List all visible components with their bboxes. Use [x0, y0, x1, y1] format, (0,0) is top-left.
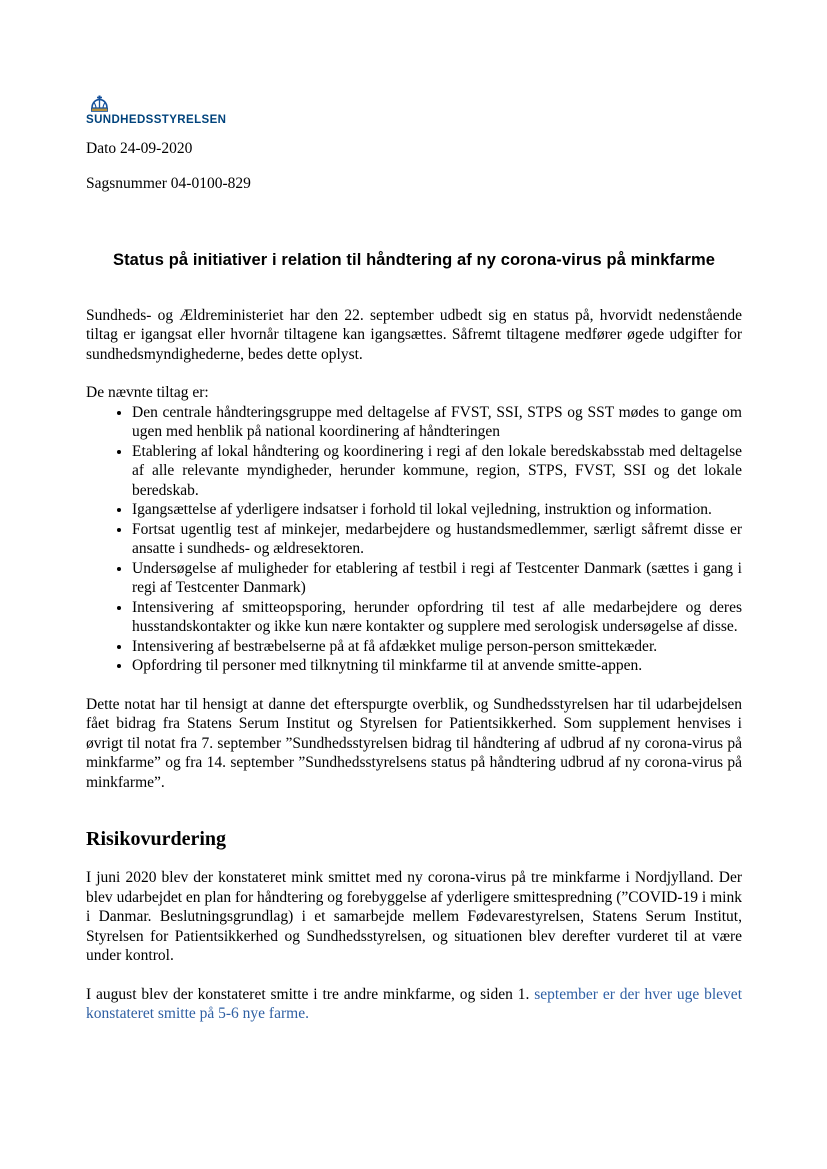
list-item: • Opfordring til personer med tilknytning til minkfarme til at anvende smitte-appen.	[132, 656, 742, 676]
risk-paragraph-2-tracked-change: september er der hver uge blevet konstateret smitte på 5-6 nye farme.	[86, 985, 742, 1022]
section-heading: Risikovurdering	[86, 828, 227, 850]
risk-paragraph-1: I juni 2020 blev der konstateret mink smittet med ny corona-virus på tre minkfarme i Nordjylland. Der blev udarbejdet en plan for håndtering og forebyggelse af yderligere smittespredning (”COVID-19 i mink i Danmar. Beslutningsgrundlag) i et samarbejde mellem Fødevarestyrelsen, Statens Serum Institut, Styrelsen for Patientsikkerhed og Sundhedsstyrelsen, og situationen blev derefter vurderet til at være under kontrol.	[86, 869, 742, 964]
list-item: • Etablering af lokal håndtering og koordinering i regi af den lokale beredskabsstab med deltagelse af alle relevante myndigheder, herunder kommune, region, STPS, FVST, SSI og det lokale beredskab.	[132, 442, 742, 501]
org-name: SUNDHEDSSTYRELSEN	[86, 114, 227, 126]
risk-paragraph-2-text: I august blev der konstateret smitte i tre andre minkfarme, og siden 1.	[86, 985, 535, 1003]
document-title: Status på initiativer i relation til håndtering af ny corona-virus på minkfarme	[112, 250, 716, 269]
list-item: • Den centrale håndteringsgruppe med deltagelse af FVST, SSI, STPS og SST mødes to gange om ugen med henblik på national koordinering af håndteringen	[132, 403, 742, 442]
list-item: • Igangsættelse af yderligere indsatser i forhold til lokal vejledning, instruktion og information.	[132, 500, 742, 520]
case-number-line: Sagsnummer 04-0100-829	[86, 174, 251, 192]
sundhedsstyrelsen-logo	[86, 95, 742, 127]
closing-paragraph: Dette notat har til hensigt at danne det efterspurgte overblik, og Sundhedsstyrelsen har til udarbejdelsen fået bidrag fra Statens Serum Institut og Styrelsen for Patientsikkerhed. Som supplement henvises i øvrigt til notat fra 7. september ”Sundhedsstyrelsen bidrag til håndtering af udbrud af ny corona-virus på minkfarme” og fra 14. september ”Sundhedsstyrelsens status på håndtering udbrud af ny corona-virus på minkfarme”.	[86, 695, 742, 791]
list-item: • Intensivering af smitteopsporing, herunder opfordring til test af alle medarbejdere og deres husstandskontakter og ikke kun nære kontakter og supplere med serologisk undersøgelse af disse.	[132, 598, 742, 637]
list-item: • Undersøgelse af muligheder for etablering af testbil i regi af Testcenter Danmark (sættes i gang i regi af Testcenter Danmark)	[132, 559, 742, 598]
date-line: Dato 24-09-2020	[86, 139, 193, 157]
list-item: • Fortsat ugentlig test af minkejer, medarbejdere og hustandsmedlemmer, særligt såfremt disse er ansatte i sundheds- og ældresektoren.	[132, 520, 742, 559]
list-intro: De nævnte tiltag er:	[86, 384, 209, 401]
crown-icon	[88, 95, 111, 113]
list-item: • Intensivering af bestræbelserne på at få afdækket mulige person-person smittekæder.	[132, 637, 742, 657]
measures-list	[112, 403, 742, 676]
intro-paragraph: Sundheds- og Ældreministeriet har den 22. september udbedt sig en status på, hvorvidt nedenstående tiltag er igangsat eller hvornår tiltagene kan igangsættes. Såfremt tiltagene medfører øgede udgifter for sundhedsmyndighederne, bedes dette oplyst.	[86, 306, 742, 363]
risk-paragraph-2	[86, 985, 742, 1024]
